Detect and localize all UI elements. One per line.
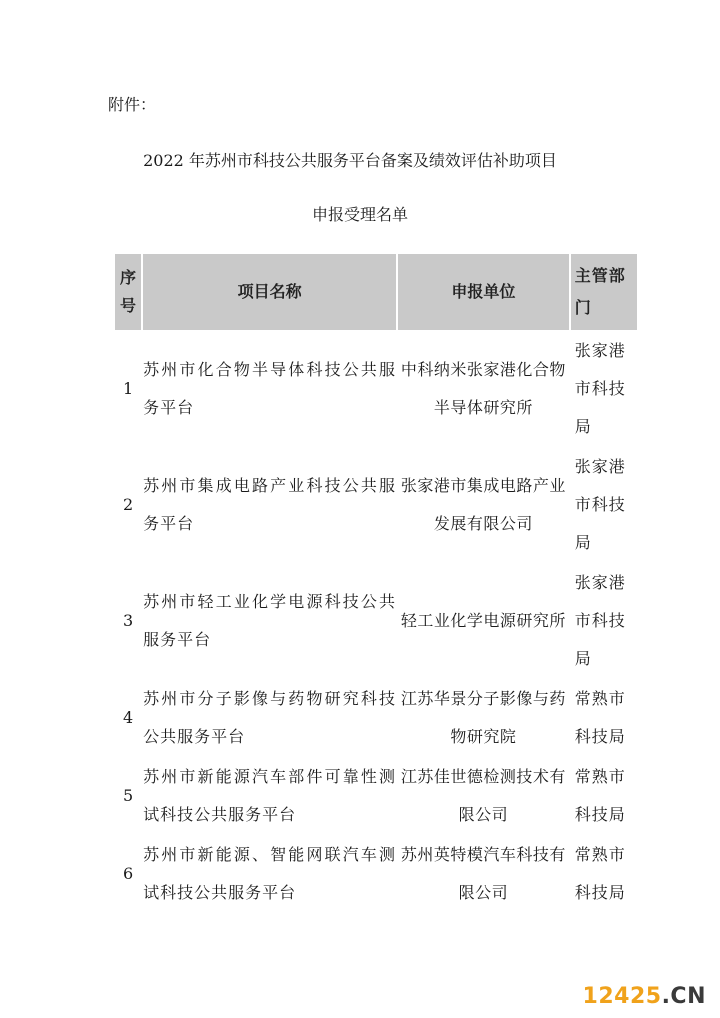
watermark-domain: .CN (661, 984, 706, 1009)
row-index: 2 (122, 495, 134, 514)
row-department: 张家港市科技局 (574, 457, 626, 552)
row-project-name: 苏州市轻工业化学电源科技公共服务平台 (143, 592, 397, 649)
row-index: 3 (122, 611, 134, 630)
row-index: 4 (122, 708, 134, 727)
row-department: 张家港市科技局 (574, 341, 626, 436)
row-applicant: 苏州英特模汽车科技有限公司 (400, 845, 566, 902)
table-row (115, 564, 637, 678)
row-index: 6 (122, 864, 134, 883)
row-applicant: 张家港市集成电路产业发展有限公司 (400, 476, 566, 533)
row-applicant: 江苏佳世德检测技术有限公司 (400, 767, 566, 824)
row-applicant: 中科纳米张家港化合物半导体研究所 (400, 360, 566, 417)
header-index: 序号 (115, 254, 141, 330)
table-row (115, 758, 637, 834)
row-index: 1 (122, 379, 134, 398)
table-row (115, 836, 637, 912)
row-department: 常熟市科技局 (574, 767, 626, 824)
header-project-name: 项目名称 (143, 254, 396, 330)
row-department: 常熟市科技局 (574, 689, 626, 746)
acceptance-list-table (113, 252, 639, 914)
row-project-name: 苏州市化合物半导体科技公共服务平台 (143, 360, 397, 417)
table-row (115, 332, 637, 446)
row-applicant: 轻工业化学电源研究所 (400, 611, 566, 630)
row-applicant: 江苏华景分子影像与药物研究院 (400, 689, 566, 746)
row-project-name: 苏州市新能源汽车部件可靠性测试科技公共服务平台 (143, 767, 397, 824)
row-department: 张家港市科技局 (574, 573, 626, 668)
row-project-name: 苏州市新能源、智能网联汽车测试科技公共服务平台 (143, 845, 397, 902)
attachment-label: 附件： (108, 95, 157, 114)
document-subtitle: 申报受理名单 (311, 205, 408, 224)
watermark-number: 12425 (582, 984, 662, 1009)
document-title: 2022 年苏州市科技公共服务平台备案及绩效评估补助项目 (143, 151, 557, 170)
site-watermark (583, 984, 706, 1010)
table-row (115, 448, 637, 562)
row-project-name: 苏州市分子影像与药物研究科技公共服务平台 (143, 689, 397, 746)
row-project-name: 苏州市集成电路产业科技公共服务平台 (143, 476, 397, 533)
header-department: 主管部门 (571, 254, 637, 330)
row-department: 常熟市科技局 (574, 845, 626, 902)
header-applicant: 申报单位 (398, 254, 569, 330)
row-index: 5 (122, 786, 134, 805)
table-header-row (115, 254, 637, 330)
table-row (115, 680, 637, 756)
